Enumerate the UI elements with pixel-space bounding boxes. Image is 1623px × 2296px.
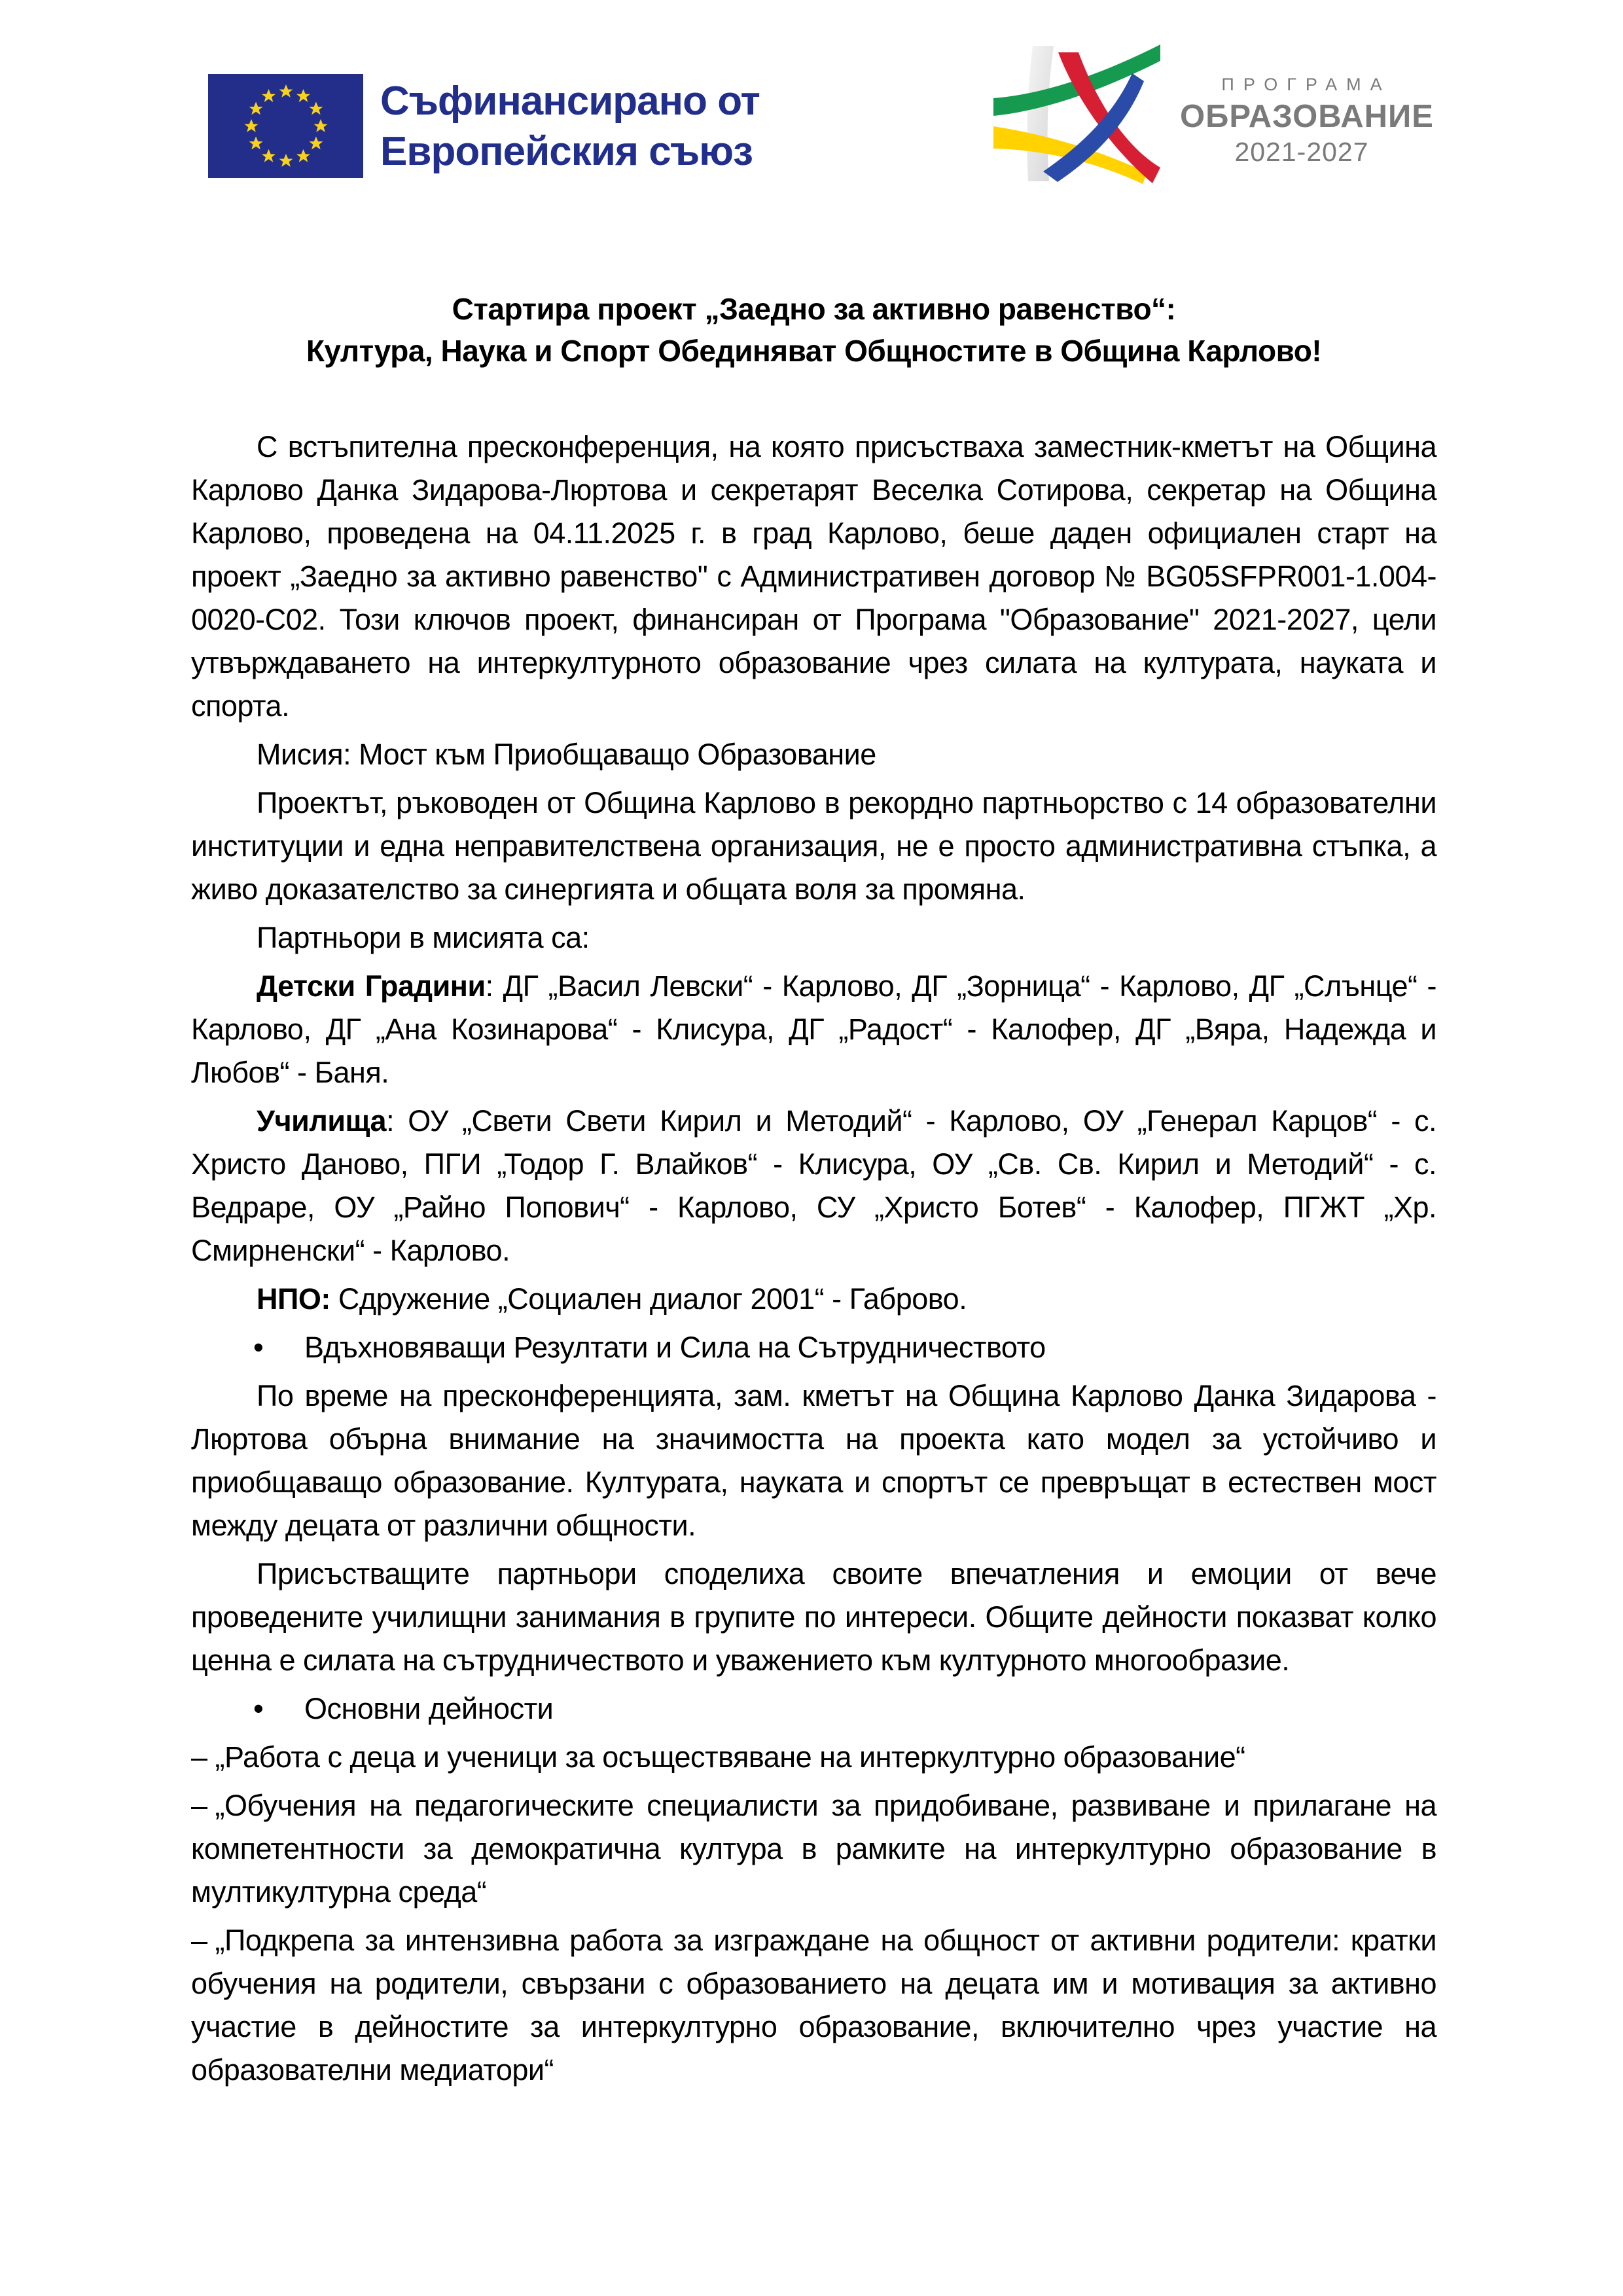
paragraph-impressions (191, 1552, 1436, 1682)
paragraph-ngo (191, 1278, 1436, 1321)
activity-text: „Обучения на педагогическите специалисти за придобиване, развиване и прилагане на компетентности за демократична култура в рамките на интеркултурно образование в мултикултурна среда“ (191, 1789, 1436, 1909)
paragraph-text: Проектът, ръководен от Община Карлово в рекордно партньорство с 14 образователни институции и една неправителствена организация, не е просто административна стъпка, а живо доказателство за синергията и общата воля за промяна. (191, 786, 1436, 906)
bullet-main-activities (191, 1687, 1436, 1731)
paragraph-project (191, 781, 1436, 911)
paragraph-lead: Детски Градини (257, 969, 486, 1003)
dash-icon: – (191, 1740, 207, 1774)
activity-text: „Работа с деца и ученици за осъществяване на интеркултурно образование“ (215, 1740, 1245, 1774)
title-line1: Стартира проект „Заедно за активно равенство“: (452, 292, 1176, 326)
paragraph-text: Мисия: Мост към Приобщаващо Образование (257, 738, 876, 771)
paragraph-mission (191, 733, 1436, 776)
paragraph-text: Сдружение „Социален диалог 2001“ - Габрово. (330, 1282, 967, 1316)
paragraph-text: : ДГ „Васил Левски“ - Карлово, ДГ „Зорница“ - Карлово, ДГ „Слънце“ - Карлово, ДГ „Ана Козинарова“ - Клисура, ДГ „Радост“ - Калофер, ДГ „Вяра, Надежда и Любов“ - Баня. (191, 969, 1436, 1089)
bullet-results (191, 1326, 1436, 1369)
paragraph-press-conference (191, 1374, 1436, 1547)
programme-caption (1180, 75, 1434, 168)
activity-text: „Подкрепа за интензивна работа за изграждане на общност от активни родители: кратки обучения на родители, свързани с образованието на децата им и мотивация за активно участие в дейностите за интеркултурно образование, включително чрез участие на образователни медиатори“ (191, 1924, 1436, 2087)
title-line2: Култура, Наука и Спорт Обединяват Общностите в Община Карлово! (306, 334, 1322, 368)
eu-flag-icon (208, 74, 363, 178)
paragraph-kindergartens (191, 965, 1436, 1094)
paragraph-lead: НПО: (257, 1282, 330, 1316)
programme-education-logo (993, 43, 1434, 184)
activity-item-3 (191, 1919, 1436, 2092)
programme-period: 2021-2027 (1234, 137, 1369, 167)
paragraph-text: : ОУ „Свети Свети Кирил и Методий“ - Карлово, ОУ „Генерал Карцов“ - с. Христо Даново, ПГИ „Тодор Г. Влайков“ - Клисура, ОУ „Св. Св. Кирил и Методий“ - с. Ведраре, ОУ „Райно Попович“ - Карлово, СУ „Христо Ботев“ - Калофер, ПГЖТ „Хр. Смирненски“ - Карлово. (191, 1104, 1436, 1267)
eu-cofunded-logo (208, 74, 760, 178)
document-title (191, 288, 1436, 372)
activity-item-2 (191, 1784, 1436, 1914)
programme-ribbons-icon (993, 43, 1160, 184)
dash-icon: – (191, 1789, 207, 1822)
paragraph-partners-intro (191, 916, 1436, 960)
programme-name: ОБРАЗОВАНИЕ (1180, 99, 1434, 134)
paragraph-intro (191, 425, 1436, 728)
document-content (191, 288, 1436, 2097)
bullet-text: Основни дейности (304, 1692, 554, 1725)
paragraph-lead: Училища (257, 1104, 387, 1138)
bullet-text: Вдъхновяващи Резултати и Сила на Сътрудничеството (304, 1331, 1046, 1364)
bullet-icon: • (253, 1331, 264, 1364)
eu-cofunded-caption (380, 76, 760, 177)
programme-label: ПРОГРАМА (1221, 75, 1391, 94)
paragraph-schools (191, 1100, 1436, 1272)
eu-caption-line2: Европейския съюз (380, 128, 753, 174)
paragraph-text: Партньори в мисията са: (257, 921, 590, 954)
paragraph-text: Присъстващите партньори споделиха своите впечатления и емоции от вече проведените училищни занимания в групите по интереси. Общите дейности показват колко ценна е силата на сътрудничеството и уважението към културното многообразие. (191, 1557, 1436, 1677)
dash-icon: – (191, 1924, 207, 1957)
activity-item-1 (191, 1736, 1436, 1779)
bullet-icon: • (253, 1692, 264, 1725)
eu-caption-line1: Съфинансирано от (380, 78, 760, 124)
paragraph-text: С встъпителна пресконференция, на която присъстваха заместник-кметът на Община Карлово Данка Зидарова-Люртова и секретарят Веселка Сотирова, секретар на Община Карлово, проведена на 04.11.2025 г. в град Карлово, беше даден официален старт на проект „Заедно за активно равенство" с Административен договор № BG05SFPR001-1.004-0020-C02. Този ключов проект, финансиран от Програма "Образование" 2021-2027, цели утвърждаването на интеркултурното образование чрез силата на културата, науката и спорта. (191, 430, 1436, 723)
paragraph-text: По време на пресконференцията, зам. кметът на Община Карлово Данка Зидарова - Люртова обърна внимание на значимостта на проекта като модел за устойчиво и приобщаващо образование. Културата, науката и спортът се превръщат в естествен мост между децата от различни общности. (191, 1379, 1436, 1542)
